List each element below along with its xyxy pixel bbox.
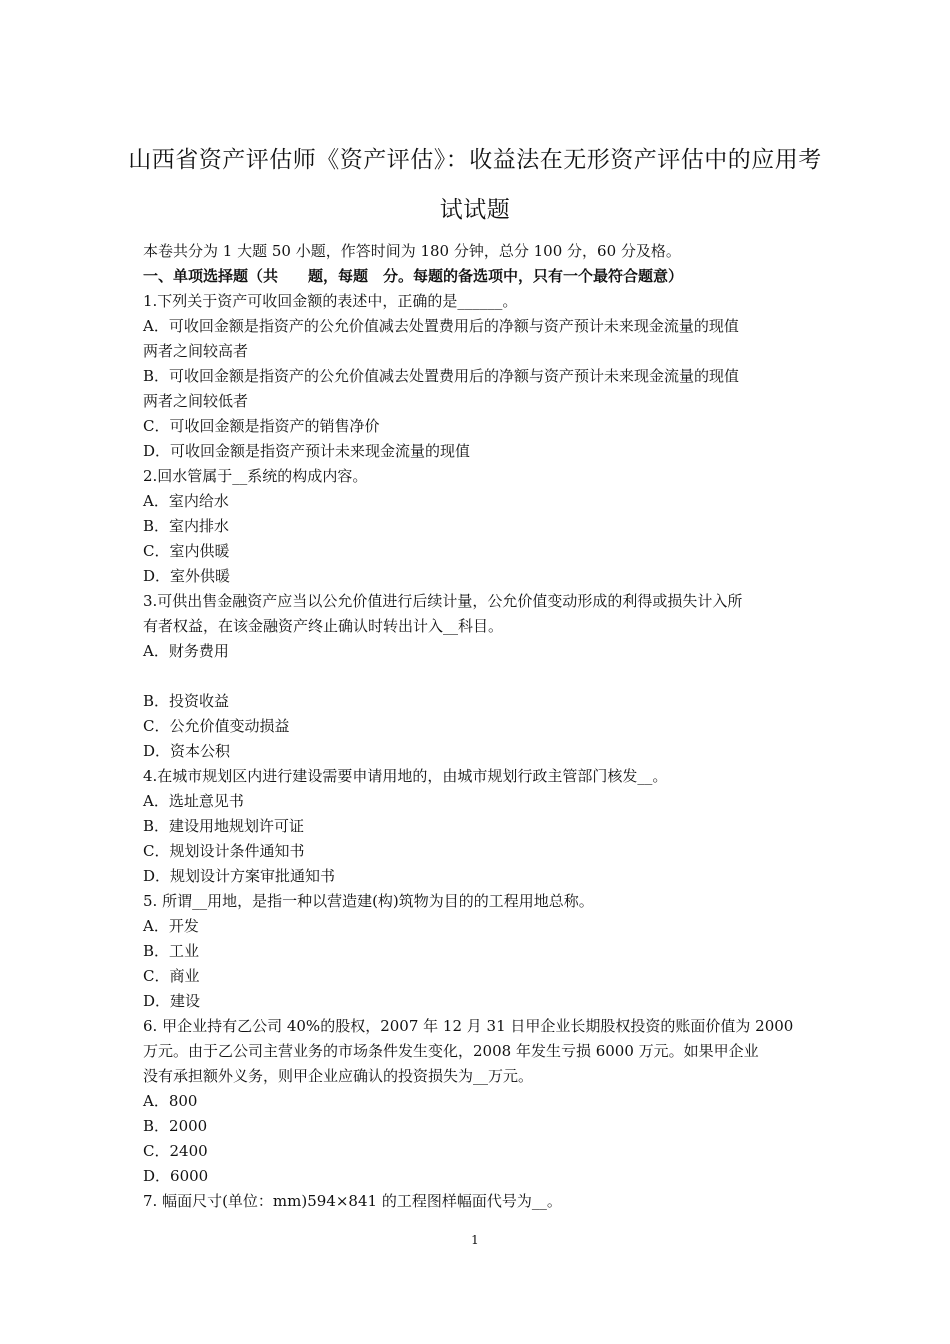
question-6-stem-cont-2: 没有承担额外义务，则甲企业应确认的投资损失为__万元。 bbox=[143, 1067, 534, 1085]
question-5-option-d: D．建设 bbox=[143, 992, 201, 1010]
question-4-option-b: B．建设用地规划许可证 bbox=[143, 817, 305, 835]
question-5-stem: 5. 所谓__用地，是指一种以营造建(构)筑物为目的的工程用地总称。 bbox=[143, 892, 594, 910]
question-4-option-c: C．规划设计条件通知书 bbox=[143, 842, 305, 860]
question-1-option-b: B．可收回金额是指资产的公允价值减去处置费用后的净额与资产预计未来现金流量的现值 bbox=[143, 367, 740, 385]
question-6-option-d: D．6000 bbox=[143, 1167, 209, 1185]
question-1-option-a: A．可收回金额是指资产的公允价值减去处置费用后的净额与资产预计未来现金流量的现值 bbox=[143, 317, 739, 335]
question-3-stem: 3.可供出售金融资产应当以公允价值进行后续计量，公允价值变动形成的利得或损失计入所 bbox=[143, 592, 743, 610]
question-3-option-a: A．财务费用 bbox=[143, 642, 229, 660]
section-heading: 一、单项选择题（共 题，每题 分。每题的备选项中，只有一个最符合题意） bbox=[143, 267, 684, 285]
question-2-stem: 2.回水管属于__系统的构成内容。 bbox=[143, 467, 368, 485]
document-title-line-2: 试试题 bbox=[439, 197, 511, 223]
question-5-option-c: C．商业 bbox=[143, 967, 200, 985]
question-5-option-b: B．工业 bbox=[143, 942, 200, 960]
question-7-stem: 7. 幅面尺寸(单位：mm)594×841 的工程图样幅面代号为__。 bbox=[143, 1192, 562, 1210]
document-body bbox=[143, 239, 813, 1214]
question-1-option-c: C．可收回金额是指资产的销售净价 bbox=[143, 417, 380, 435]
question-4-stem: 4.在城市规划区内进行建设需要申请用地的，由城市规划行政主管部门核发__。 bbox=[143, 767, 668, 785]
blank-line bbox=[143, 664, 813, 689]
question-6-stem-cont-1: 万元。由于乙公司主营业务的市场条件发生变化，2008 年发生亏损 6000 万元。如果甲企业 bbox=[143, 1042, 759, 1060]
document-title-line-1: 山西省资产评估师《资产评估》：收益法在无形资产评估中的应用考 bbox=[128, 147, 822, 173]
question-1-option-a-cont: 两者之间较高者 bbox=[143, 342, 249, 360]
question-1-option-b-cont: 两者之间较低者 bbox=[143, 392, 249, 410]
question-1-stem: 1.下列关于资产可收回金额的表述中，正确的是______。 bbox=[143, 292, 518, 310]
question-6-stem: 6. 甲企业持有乙公司 40%的股权，2007 年 12 月 31 日甲企业长期股权投资的账面价值为 2000 bbox=[143, 1017, 794, 1035]
exam-intro: 本卷共分为 1 大题 50 小题，作答时间为 180 分钟，总分 100 分，60 分及格。 bbox=[143, 242, 681, 260]
question-1-option-d: D．可收回金额是指资产预计未来现金流量的现值 bbox=[143, 442, 471, 460]
question-2-option-b: B．室内排水 bbox=[143, 517, 230, 535]
question-3-option-d: D．资本公积 bbox=[143, 742, 231, 760]
question-3-stem-cont: 有者权益，在该金融资产终止确认时转出计入__科目。 bbox=[143, 617, 504, 635]
question-4-option-d: D．规划设计方案审批通知书 bbox=[143, 867, 336, 885]
question-3-option-c: C．公允价值变动损益 bbox=[143, 717, 290, 735]
page-number: 1 bbox=[471, 1233, 479, 1247]
question-5-option-a: A．开发 bbox=[143, 917, 199, 935]
question-3-option-b: B．投资收益 bbox=[143, 692, 230, 710]
question-6-option-c: C．2400 bbox=[143, 1142, 208, 1160]
question-6-option-a: A．800 bbox=[143, 1092, 198, 1110]
question-4-option-a: A．选址意见书 bbox=[143, 792, 244, 810]
question-6-option-b: B．2000 bbox=[143, 1117, 208, 1135]
question-2-option-d: D．室外供暖 bbox=[143, 567, 231, 585]
question-2-option-a: A．室内给水 bbox=[143, 492, 229, 510]
question-2-option-c: C．室内供暖 bbox=[143, 542, 230, 560]
